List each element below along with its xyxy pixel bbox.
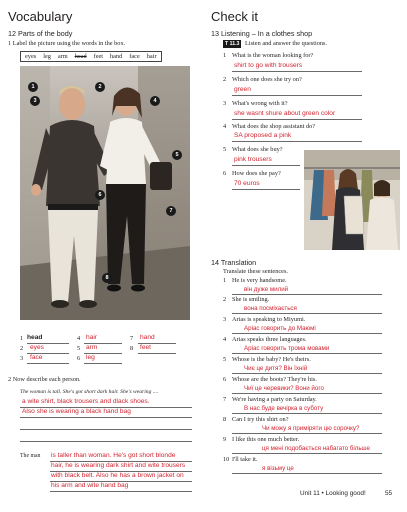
label-number: 5: [77, 345, 81, 352]
word: eyes: [25, 53, 37, 60]
translation-source: He is very handsome.: [232, 277, 287, 284]
callout-6: 6: [95, 190, 105, 200]
translation-number: 8: [223, 416, 227, 423]
word: hair: [146, 53, 157, 60]
listening-instruction: Listen and answer the questions.: [245, 40, 328, 47]
exercise-2-instruction: 2 Now describe each person.: [8, 376, 81, 383]
translation-source: Whose are the boots? They're his.: [232, 376, 317, 383]
label-number: 4: [77, 335, 81, 342]
translation-number: 5: [223, 356, 227, 363]
translation-source: Arias speaks three languages.: [232, 336, 307, 343]
woman-answer-line: a wite shirt, black trousers and dlack shoes.: [22, 398, 150, 405]
callout-1: 1: [28, 82, 38, 92]
label-answer: head: [27, 334, 43, 341]
label-answer: hair: [86, 334, 97, 341]
translation-source: I like this one much better.: [232, 436, 300, 443]
translation-answer: ця мені подобається набагато більше: [262, 445, 370, 452]
answer-text: shirt to go with trousers: [234, 62, 303, 69]
man-answer-line: with black belt. Also he has a brown jacket on: [51, 472, 184, 479]
word: leg: [43, 53, 51, 60]
audio-track-badge: T 11.3: [225, 41, 240, 47]
label-number: 1: [20, 335, 24, 342]
callout-4: 4: [150, 96, 160, 106]
translation-source: Can I try this shirt on?: [232, 416, 289, 423]
check-it-title: Check it: [211, 9, 258, 24]
vocabulary-title: Vocabulary: [8, 9, 73, 24]
answer-text: SA proposed a pink: [234, 132, 292, 139]
woman-prompt: The woman is tall. She's got short dark hair. She's wearing ....: [20, 389, 159, 395]
question-number: 1: [223, 52, 227, 59]
section-14-heading: 14 Translation: [211, 258, 257, 267]
label-number: 7: [130, 335, 134, 342]
translation-answer: Чи можу я приміряти цю сорочку?: [262, 425, 360, 432]
translation-answer: Аріас говорить до Маюмі: [244, 325, 316, 332]
man-answer-line: is taller than woman. He's got short blonde: [51, 452, 176, 459]
man-prompt: The man: [20, 453, 41, 459]
translation-answer: Аріас говорить трома мовами: [244, 345, 330, 352]
translation-answer: він дуже милий: [244, 286, 289, 293]
question-number: 5: [223, 146, 227, 153]
unit-footer: Unit 11 • Looking good!: [300, 490, 366, 497]
translation-source: I'll take it.: [232, 456, 258, 463]
translation-number: 3: [223, 316, 227, 323]
word-crossed: head: [74, 53, 87, 60]
translation-number: 7: [223, 396, 227, 403]
translation-answer: Чиє це дитя? Він їхній: [244, 365, 308, 372]
question-text: What does the shop assistant do?: [232, 123, 316, 130]
label-number: 3: [20, 355, 24, 362]
label-answer: face: [30, 354, 43, 361]
question-text: What does she buy?: [232, 146, 283, 153]
question-number: 2: [223, 76, 227, 83]
exercise-1-instruction: 1 Label the picture using the words in the box.: [8, 40, 126, 47]
translation-number: 1: [223, 277, 227, 284]
answer-text: she wasnt shure about green color: [234, 110, 336, 117]
word: face: [129, 53, 140, 60]
translation-answer: Чиї це черевики? Вони його: [244, 385, 324, 392]
section-13-heading: 13 Listening – In a clothes shop: [211, 29, 313, 38]
translation-number: 6: [223, 376, 227, 383]
question-text: How does she pay?: [232, 170, 281, 177]
callout-7: 7: [166, 206, 176, 216]
translation-source: Whose is the baby? He's theirs.: [232, 356, 311, 363]
answer-text: green: [234, 86, 251, 93]
section-12-heading: 12 Parts of the body: [8, 29, 73, 38]
translation-number: 4: [223, 336, 227, 343]
question-number: 3: [223, 100, 227, 107]
callout-3: 3: [30, 96, 40, 106]
translation-number: 9: [223, 436, 227, 443]
clothes-shop-photo: [304, 150, 400, 250]
label-answer: feet: [140, 344, 151, 351]
translation-answer: В нас буде вечірка в суботу: [244, 405, 324, 412]
label-answer: eyes: [30, 344, 44, 351]
word: feet: [93, 53, 104, 60]
man-answer-line: hair, he is wearing dark shirt and wite trousers: [51, 462, 186, 469]
label-answer: leg: [86, 354, 95, 361]
shop-illustration: [304, 150, 400, 250]
callout-8: 8: [102, 273, 112, 283]
translation-answer: вона посміхається: [244, 305, 297, 312]
man-answer-line: his arm and wite hand bag: [51, 482, 129, 489]
question-number: 4: [223, 123, 227, 130]
word: hand: [110, 53, 123, 60]
label-number: 6: [77, 355, 81, 362]
question-text: What is the woman looking for?: [232, 52, 314, 59]
translation-number: 10: [223, 456, 230, 463]
label-number: 8: [130, 345, 134, 352]
question-text: What's wrong with it?: [232, 100, 288, 107]
translation-answer: я візьму це: [262, 465, 294, 472]
translation-number: 2: [223, 296, 227, 303]
answer-text: pink trousers: [234, 156, 272, 163]
translation-instruction: Translate these sentences.: [223, 268, 288, 275]
translation-source: She is smiling.: [232, 296, 270, 303]
label-answer: arm: [86, 344, 98, 351]
translation-source: We're having a party on Saturday.: [232, 396, 317, 403]
answer-text: 70 euros: [234, 180, 260, 187]
label-answer: hand: [140, 334, 155, 341]
woman-answer-line: Also she is wearing a black hand bag: [22, 408, 131, 415]
page-number: 55: [385, 490, 393, 497]
callout-2: 2: [95, 82, 105, 92]
question-text: Which one does she try on?: [232, 76, 302, 83]
translation-source: Arias is speaking to Miyumi.: [232, 316, 306, 323]
question-number: 6: [223, 170, 227, 177]
word: arm: [57, 53, 68, 60]
callout-5: 5: [172, 150, 182, 160]
label-number: 2: [20, 345, 24, 352]
word-box: [20, 51, 162, 62]
